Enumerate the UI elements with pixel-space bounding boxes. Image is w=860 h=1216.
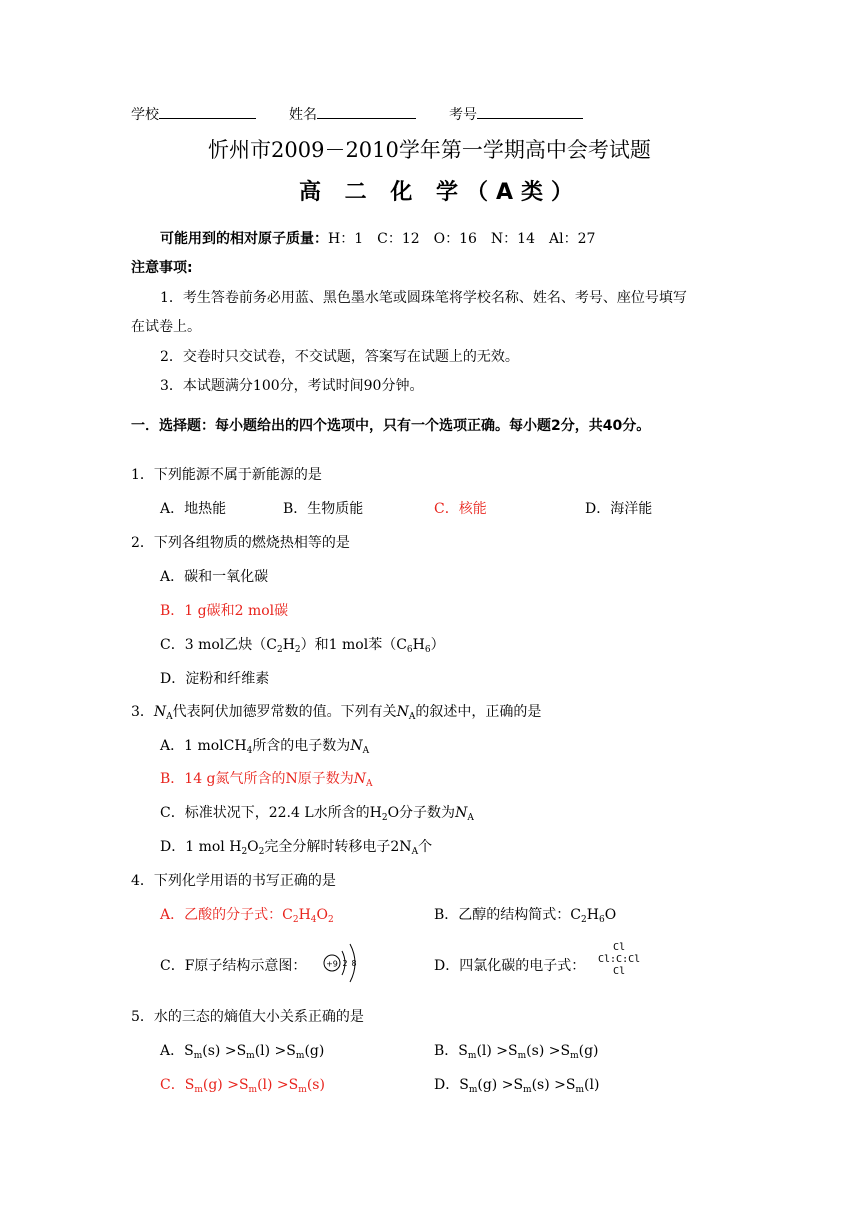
question-5-option-c: C．$S_m(g) >S_m(l) >S_m(s)$ xyxy=(160,1077,325,1095)
notes-heading: 注意事项: xyxy=(131,260,193,276)
question-4-option-b: B．乙醇的结构简式：$C_2H_6O$ xyxy=(434,907,617,925)
school-label: 学校 xyxy=(131,107,159,123)
question-3-option-b: B．14 g氮气所含的N原子数为$N_A$ xyxy=(160,771,373,789)
question-3-option-c: C．标准状况下，22.4 L水所含的$H_2O$分子数为$N_A$ xyxy=(160,805,474,823)
notes-item-3: 3．本试题满分100分，考试时间90分钟。 xyxy=(160,378,424,394)
name-field xyxy=(289,104,416,124)
question-5-option-d: D．$S_m(g) >S_m(s) >S_m(l)$ xyxy=(434,1077,600,1095)
question-1-option-c: C．核能 xyxy=(434,501,487,517)
exam-no-label: 考号 xyxy=(449,107,477,123)
question-2-option-b: B．1 g碳和2 mol碳 xyxy=(160,603,289,619)
atomic-mass-label: 可能用到的相对原子质量： xyxy=(160,231,328,247)
question-4-stem: 4．下列化学用语的书写正确的是 xyxy=(131,873,336,889)
notes-item-1-cont: 在试卷上。 xyxy=(131,319,201,335)
ccl4-electron-formula: Cl Cl:C:Cl Cl xyxy=(598,942,641,977)
name-label: 姓名 xyxy=(289,107,317,123)
question-2-option-c: C．3 mol乙炔$(C_2H_2)$和1 mol苯$(C_6H_6)$ xyxy=(160,637,445,655)
atomic-mass-values: H：1 C：12 O：16 N：14 Al：27 xyxy=(328,231,596,247)
question-2-option-d: D．淀粉和纤维素 xyxy=(160,671,270,687)
svg-text:+9: +9 xyxy=(326,959,338,969)
question-4-option-a: A．乙酸的分子式：$C_2H_4O_2$ xyxy=(160,907,334,925)
exam-no-field xyxy=(449,104,583,124)
question-4-option-d: D．四氯化碳的电子式： xyxy=(434,958,586,974)
exam-no-blank[interactable] xyxy=(477,104,583,119)
question-2-option-a: A．碳和一氧化碳 xyxy=(160,569,269,585)
svg-text:2: 2 xyxy=(342,959,348,968)
notes-item-2: 2．交卷时只交试卷，不交试题，答案写在试题上的无效。 xyxy=(160,349,519,365)
question-1-option-a: A．地热能 xyxy=(160,501,227,517)
question-1-option-b: B．生物质能 xyxy=(283,501,364,517)
notes-item-1: 1．考生答卷前务必用蓝、黑色墨水笔或圆珠笔将学校名称、姓名、考号、座位号填写 xyxy=(160,290,687,306)
question-3-option-d: D．1 mol $H_2O_2$完全分解时转移电子$2N_A$个 xyxy=(160,839,433,857)
question-5-option-a: A．$S_m(s) >S_m(l) >S_m(g)$ xyxy=(160,1043,325,1061)
question-5-option-b: B．$S_m(l) >S_m(s) >S_m(g)$ xyxy=(434,1043,599,1061)
question-5-stem: 5．水的三态的熵值大小关系正确的是 xyxy=(131,1009,364,1025)
question-1-stem: 1．下列能源不属于新能源的是 xyxy=(131,467,322,483)
question-4-option-c: C．F原子结构示意图： xyxy=(160,958,307,974)
exam-subtitle: 高 二 化 学（A类） xyxy=(299,180,582,205)
exam-title: 忻州市2009－2010学年第一学期高中会考试题 xyxy=(208,138,651,162)
question-3-option-a: A．1 molCH$_4$所含的电子数为$N_A$ xyxy=(160,738,370,756)
question-2-stem: 2．下列各组物质的燃烧热相等的是 xyxy=(131,535,350,551)
svg-text:8: 8 xyxy=(351,959,357,968)
section-1-heading: 一．选择题：每小题给出的四个选项中，只有一个选项正确。每小题2分，共40分。 xyxy=(131,418,651,434)
question-3-stem: 3．$N_A$代表阿伏加德罗常数的值。下列有关$N_A$的叙述中，正确的是 xyxy=(131,704,542,722)
atomic-mass-line xyxy=(160,228,595,248)
name-blank[interactable] xyxy=(317,104,416,119)
question-1-option-d: D．海洋能 xyxy=(585,501,653,517)
fluorine-atom-diagram xyxy=(320,938,366,988)
school-blank[interactable] xyxy=(159,104,256,119)
school-field xyxy=(131,104,256,124)
